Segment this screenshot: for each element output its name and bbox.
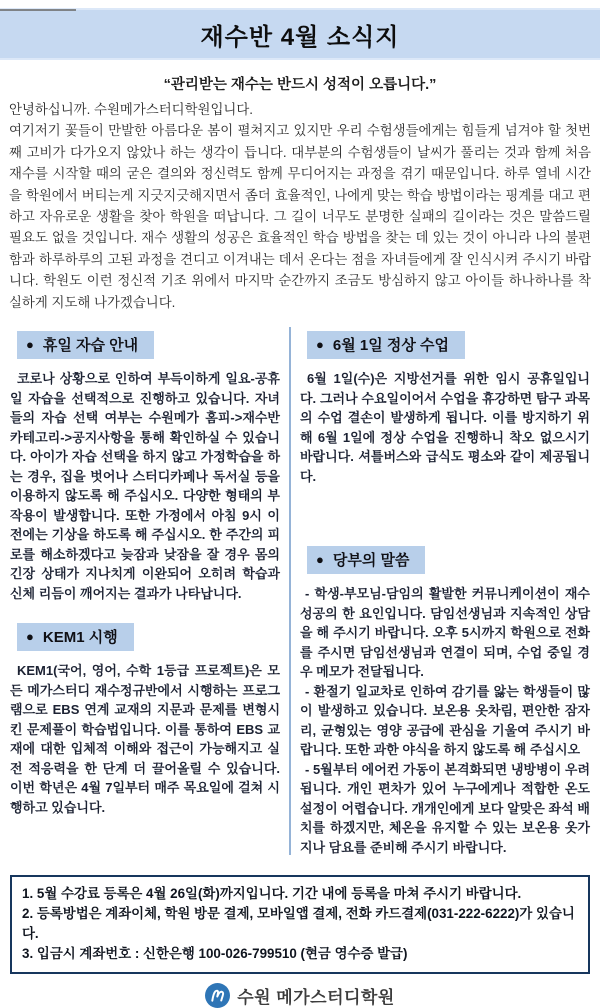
academy-name: 수원 메가스터디학원 [237,988,395,1008]
notice-line: 2. 등록방법은 계좌이체, 학원 방문 결제, 모바일앱 결제, 전화 카드결제(031-222-6222)가 있습니다. [22,906,575,942]
intro-paragraph [9,99,591,313]
section-header-requests [307,546,425,574]
intro-body: 여기저기 꽃들이 만발한 아름다운 봄이 펼쳐지고 있지만 우리 수험생들에게는 힘들게 넘겨야 할 첫번째 고비가 다가오지 않았나 하는 생각이 듭니다. 대부분의 수험생들이 날씨가 풀리는 것과 함께 처음 재수를 시작할 때의 굳은 결의와 정신력도 함께 무디어지는 과정을 겪기 때문입니다. 하루 열네 시간을 학원에서 버티는게 지긋지긋해지면서 좀더 효율적인, 나에게 맞는 학습 방법이라는 핑계를 대고 편하고 자유로운 생활을 찾아 학원을 떠납니다. 그 길이 너무도 분명한 실패의 길이라는 것은 말씀드릴 필요도 없을 것입니다. 재수 생활의 성공은 효율적인 학습 방법을 찾는 데 있는 것이 아니라 나의 불편함과 하루하루의 고된 과정을 견디고 이겨내는 데서 온다는 점을 자녀들에게 잘 인식시켜 주시기 바랍니다. 학원도 이런 정신적 기조 위에서 마지막 순간까지 조금도 방심하지 않고 아이들 하나하나를 착실하게 지도해 나가겠습니다. [9,123,591,310]
section-body-holiday: 코로나 상황으로 인하여 부득이하게 일요-공휴일 자습을 선택적으로 진행하고 있습니다. 자녀들의 자습 선택 여부는 수원메가 홈피->재수반 카테고리->공지사항을 통해 확인하실 수 있습니다. 아이가 자습 선택을 하지 않고 가정학습을 하는 경우, 집을 벗어나 스터디카페나 독서실 등을 이용하지 않도록 해 주십시오. 다양한 형태의 부작용이 발생합니다. 또한 가정에서 아침 9시 이전에는 기상을 하도록 해 주십시오. 한 주간의 피로를 해소하겠다고 늦잠과 낮잠을 잘 경우 몸의 긴장 상태가 지나치게 이완되어 오히려 학습과 신체 리듬이 깨어지는 결과가 나타납니다. [10,371,280,601]
section-body-june: 6월 1일(수)은 지방선거를 위한 임시 공휴일입니다. 그러나 수요일이어서 수업을 휴강하면 탐구 과목의 수업 결손이 발생하게 됩니다. 이를 방지하기 위해 6월 1일에 정상 수업을 진행하니 착오 없으시기 바랍니다. 셔틀버스와 급식도 평소와 같이 제공됩니다. [300,371,590,484]
bullet-dot-icon: ● [26,337,34,353]
two-column-area [10,325,590,861]
section-header-holiday [17,331,154,359]
section-kem1 [10,607,280,817]
request-item: - 환절기 일교차로 인하여 감기를 앓는 학생들이 많이 발생하고 있습니다. 보온용 옷차림, 편안한 잠자리, 균형있는 영양 공급에 관심을 기울여 주시기 바랍니다. 또한 과한 야식을 하지 않도록 해 주십시오 [300,683,590,758]
section-header-kem1 [17,623,134,651]
section-requests [300,490,590,857]
section-body-kem1: KEM1(국어, 영어, 수학 1등급 프로젝트)은 모든 메가스터디 재수정규반에서 시행하는 프로그램으로 EBS 연계 교재의 지문과 문제를 변형시킨 문제풀이 학습법입니다. 이를 통하여 EBS 교재에 대한 입체적 이해와 접근이 가능해지고 실전 적응력을 한 단계 더 끌어올릴 수 있습니다. 이번 학년은 4월 7일부터 매주 목요일에 걸쳐 시행하고 있습니다. [10,663,280,815]
bullet-dot-icon: ● [316,552,324,568]
left-column [10,325,280,861]
newsletter-page [0,8,600,1008]
notice-box [10,875,590,974]
megastudy-circle-logo-icon [205,983,230,1008]
footer [0,983,600,1008]
section-title-june: 6월 1일 정상 수업 [332,337,449,355]
intro-greeting: 안녕하십니까. 수원메가스터디학원입니다. [9,102,253,117]
notice-line: 1. 5월 수강료 등록은 4월 26일(화)까지입니다. 기간 내에 등록을 마쳐 주시기 바랍니다. [22,886,522,902]
section-title-requests: 당부의 말씀 [332,552,410,570]
page-title: 재수반 4월 소식지 [200,23,400,51]
section-title-holiday: 휴일 자습 안내 [42,337,139,355]
bullet-dot-icon: ● [26,629,34,645]
request-item: - 5월부터 에어컨 가동이 본격화되면 냉방병이 우려됩니다. 개인 편차가 있어 누구에게나 적합한 온도 설정이 어렵습니다. 개개인에게 보다 알맞은 좌석 배치를 하겠지만, 체온을 유지할 수 있는 보온용 옷가지나 담요를 준비해 주시기 바랍니다. [300,761,590,855]
title-band [0,8,600,60]
notice-line: 3. 입금시 계좌번호 : 신한은행 100-026-799510 (현금 영수증 발급) [22,946,408,962]
column-divider [289,327,291,855]
section-june-normal-class [300,325,590,486]
request-item: - 학생-부모님-담임의 활발한 커뮤니케이션이 재수 성공의 한 요인입니다. 담임선생님과 지속적인 상담을 해 주시기 바랍니다. 오후 5시까지 학원으로 전화를 주시면 담임선생님과 연결이 되며, 수업 중일 경우 메모가 전달됩니다. [300,586,590,680]
section-holiday-self-study [10,325,280,603]
section-title-kem1: KEM1 시행 [42,629,118,647]
right-column [300,325,590,861]
bullet-dot-icon: ● [316,337,324,353]
quote-line: “관리받는 재수는 반드시 성적이 오릅니다.” [163,77,437,93]
scan-artifact-line [0,9,76,11]
section-header-june [307,331,465,359]
